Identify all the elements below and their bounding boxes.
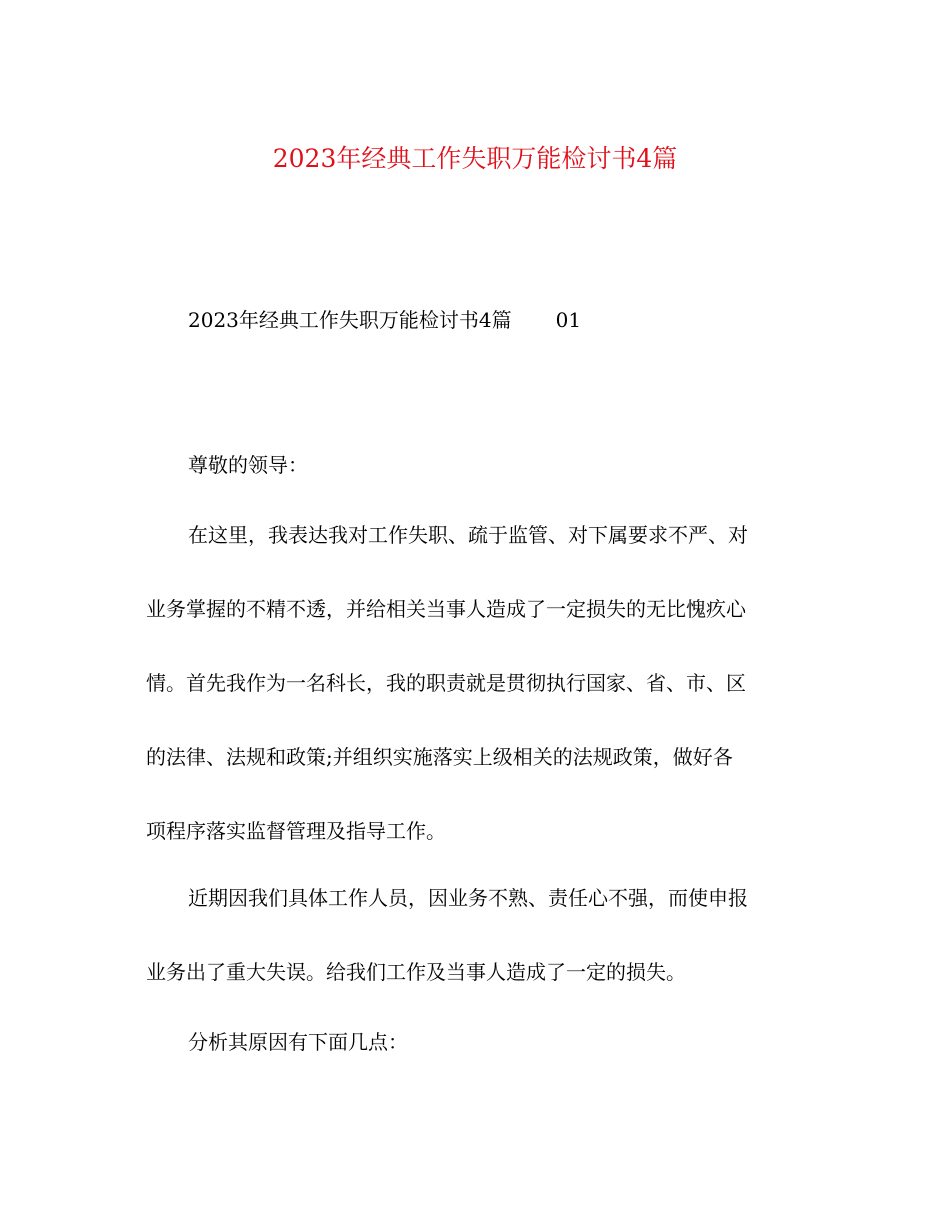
greeting-line: 尊敬的领导： xyxy=(188,453,308,477)
paragraph-line: 情。首先我作为一名科长，我的职责就是贯彻执行国家、省、市、区 xyxy=(146,671,746,695)
paragraph-line: 项程序落实监督管理及指导工作。 xyxy=(146,819,446,843)
paragraph-line: 分析其原因有下面几点： xyxy=(188,1030,408,1054)
paragraph-line: 在这里，我表达我对工作失职、疏于监管、对下属要求不严、对 xyxy=(188,523,748,547)
section-heading xyxy=(188,305,581,335)
document-title: 2023年经典工作失职万能检讨书4篇 xyxy=(272,144,678,173)
paragraph-line: 业务掌握的不精不透，并给相关当事人造成了一定损失的无比愧疚心 xyxy=(146,597,746,621)
paragraph-line: 业务出了重大失误。给我们工作及当事人造成了一定的损失。 xyxy=(146,960,686,984)
section-heading-text: 2023年经典工作失职万能检讨书4篇 xyxy=(188,308,512,332)
paragraph-line: 的法律、法规和政策;并组织实施落实上级相关的法规政策，做好各 xyxy=(146,745,733,769)
section-number: 01 xyxy=(555,308,582,332)
paragraph-line: 近期因我们具体工作人员，因业务不熟、责任心不强，而使申报 xyxy=(188,886,748,910)
